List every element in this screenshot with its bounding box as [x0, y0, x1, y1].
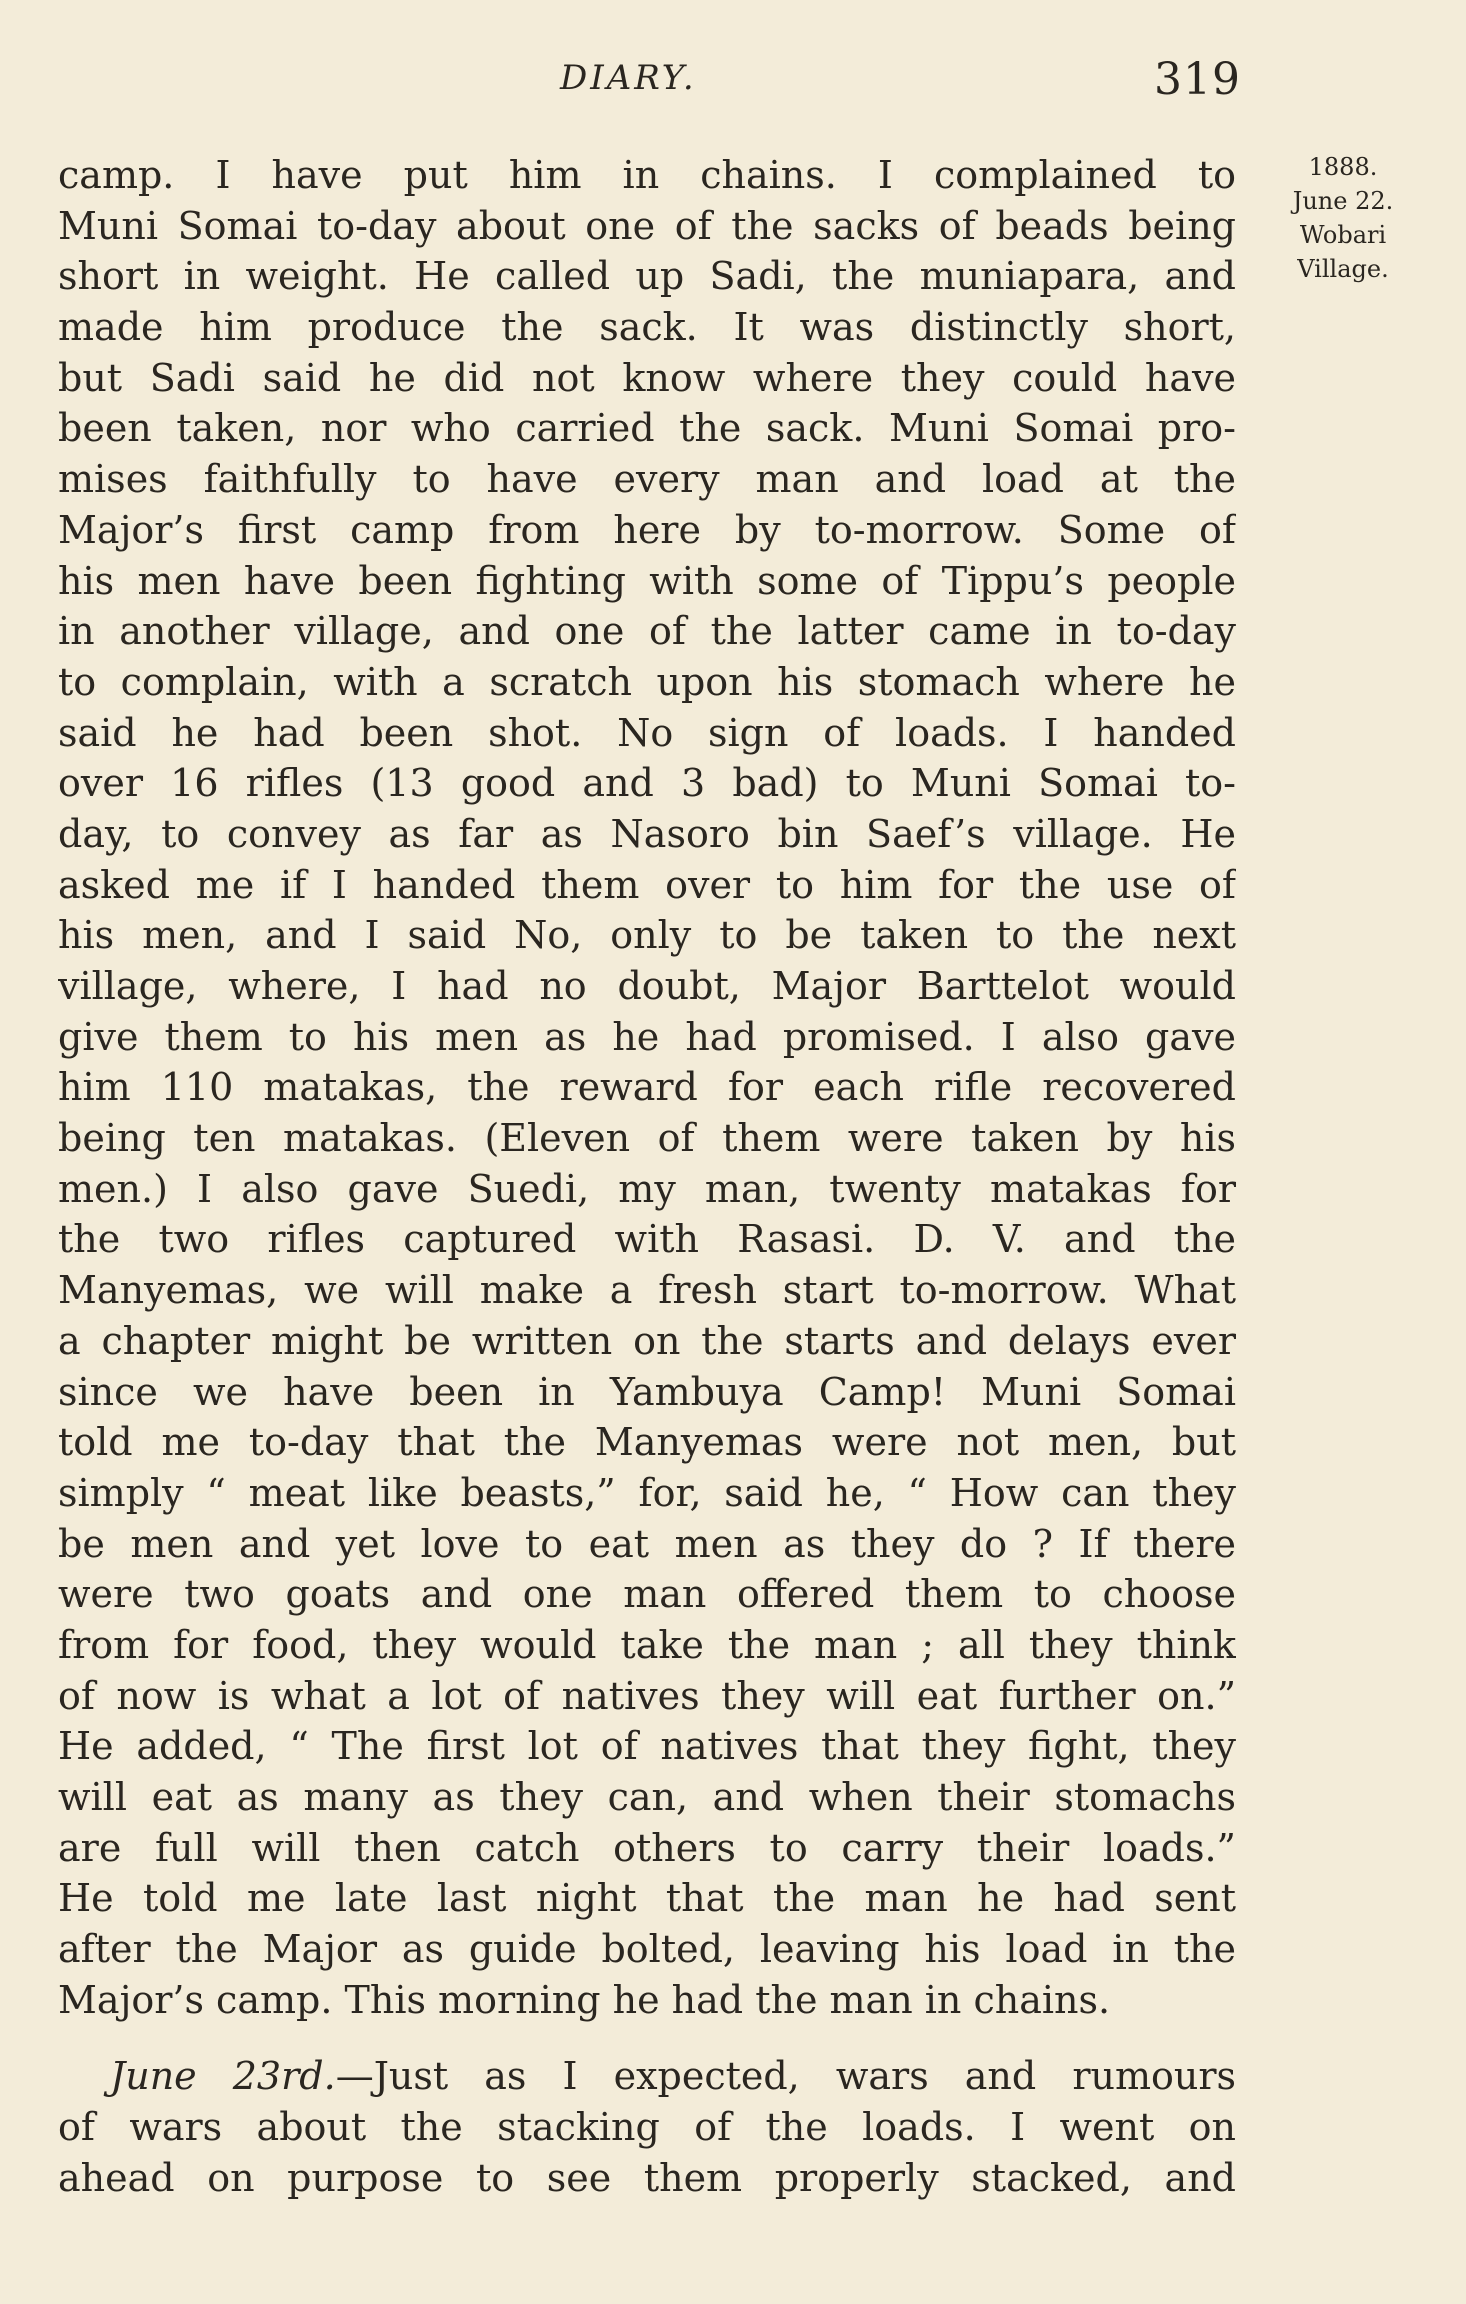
running-head: [0, 54, 1466, 108]
text-line: village, where, I had no doubt, Major Barttelot would: [58, 964, 1236, 1008]
running-title: DIARY.: [560, 58, 697, 98]
text-line: after the Major as guide bolted, leaving his load in the: [58, 1927, 1236, 1972]
text-line: in another village, and one of the latter came in to-day: [58, 609, 1236, 654]
margin-note-place: Wobari: [1299, 221, 1387, 249]
text-line: Manyemas, we will make a fresh start to-morrow. What: [58, 1268, 1236, 1313]
text-line: his men, and I said No, only to be taken to the next: [58, 913, 1236, 958]
body-text: [58, 150, 1236, 2204]
page-number: 319: [1154, 54, 1241, 105]
text-line: his men have been fighting with some of Tippu’s people: [58, 558, 1236, 603]
text-line: mises faithfully to have every man and load at the: [58, 457, 1236, 502]
margin-note-year: 1888.: [1308, 153, 1378, 181]
text-line: camp. I have put him in chains. I complained to: [58, 153, 1236, 197]
margin-note-place-2: Village.: [1297, 255, 1389, 283]
text-line: Major’s camp. This morning he had the man in chains.: [58, 1977, 1111, 2022]
text-line: [58, 2051, 1236, 2102]
text-line: will eat as many as they can, and when their stomachs: [58, 1775, 1236, 1819]
text-line: ahead on purpose to see them properly stacked, and: [58, 2155, 1236, 2200]
text-line: him 110 matakas, the reward for each rifle recovered: [58, 1065, 1236, 1110]
text-line: but Sadi said he did not know where they could have: [58, 355, 1236, 400]
text-line: Major’s first camp from here by to-morrow. Some of: [58, 507, 1236, 552]
paragraph-gap: [58, 2025, 1236, 2051]
text-line: give them to his men as he had promised. I also gave: [58, 1014, 1236, 1059]
text-line: since we have been in Yambuya Camp! Muni Somai: [58, 1369, 1236, 1414]
text-line-rest: —Just as I expected, wars and rumours: [335, 2054, 1236, 2099]
diary-date: June 23rd.: [110, 2054, 336, 2099]
paragraph-1: [58, 150, 1236, 2025]
text-line: a chapter might be written on the starts and delays ever: [58, 1318, 1236, 1363]
text-line: are full will then catch others to carry their loads.”: [58, 1825, 1236, 1870]
text-line: of wars about the stacking of the loads. I went on: [58, 2105, 1236, 2150]
text-line: be men and yet love to eat men as they do ? If there: [58, 1521, 1236, 1566]
text-line: told me to-day that the Manyemas were not men, but: [58, 1420, 1236, 1465]
margin-note-date: June 22.: [1292, 187, 1394, 215]
text-line: Muni Somai to-day about one of the sacks of beads being: [58, 203, 1236, 248]
text-line: He told me late last night that the man he had sent: [58, 1876, 1236, 1921]
text-line: being ten matakas. (Eleven of them were taken by his: [58, 1116, 1236, 1161]
text-line: short in weight. He called up Sadi, the muniapara, and: [58, 254, 1236, 299]
margin-note: [1268, 150, 1418, 286]
text-line: of now is what a lot of natives they will eat further on.”: [58, 1673, 1236, 1718]
text-line: asked me if I handed them over to him for the use of: [58, 862, 1236, 907]
text-line: simply “ meat like beasts,” for, said he, “ How can they: [58, 1470, 1236, 1515]
paragraph-2: [58, 2051, 1236, 2203]
text-line: day, to convey as far as Nasoro bin Saef’s village. He: [58, 811, 1236, 856]
text-line: were two goats and one man offered them to choose: [58, 1572, 1236, 1617]
text-line: said he had been shot. No sign of loads. I handed: [58, 710, 1236, 755]
text-line: He added, “ The first lot of natives that they fight, they: [58, 1724, 1236, 1769]
text-line: over 16 rifles (13 good and 3 bad) to Muni Somai to-: [58, 761, 1236, 806]
text-line: men.) I also gave Suedi, my man, twenty matakas for: [58, 1166, 1236, 1211]
text-line: from for food, they would take the man ; all they think: [58, 1622, 1236, 1667]
text-line: made him produce the sack. It was distinctly short,: [58, 305, 1236, 350]
text-line: been taken, nor who carried the sack. Muni Somai pro-: [58, 406, 1236, 451]
text-line: to complain, with a scratch upon his stomach where he: [58, 659, 1236, 704]
text-line: the two rifles captured with Rasasi. D. V. and the: [58, 1217, 1236, 1262]
